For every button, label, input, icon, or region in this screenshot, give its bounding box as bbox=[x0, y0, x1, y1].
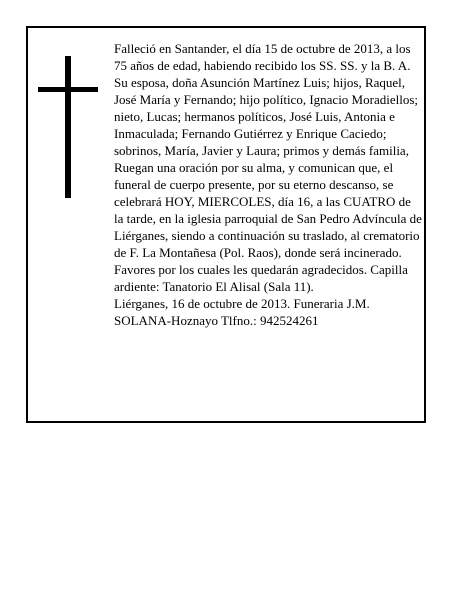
family-list: Su esposa, doña Asunción Martínez Luis; hijos, Raquel, José María y Fernando; hijo político, Ignacio Moradiellos; nieto, Lucas; hermanos políticos, José Luis, Antonia e Inmaculada; Fernando Gutiérrez y Enrique Caciedo; sobrinos, María, Javier y Laura; primos y demás familia, bbox=[114, 75, 418, 158]
notice-footer: Liérganes, 16 de octubre de 2013. Funeraria J.M. SOLANA-Hoznayo Tlfno.: 942524261 bbox=[114, 296, 370, 328]
death-announcement: Falleció en Santander, el día 15 de octubre de 2013, a los 75 años de edad, habiendo recibido los SS. SS. y la B. A. bbox=[114, 41, 411, 73]
notice-body bbox=[114, 40, 422, 329]
obituary-notice bbox=[26, 26, 426, 423]
cross-horizontal-bar bbox=[38, 87, 98, 92]
cross-vertical-bar bbox=[65, 56, 71, 198]
cross-icon bbox=[38, 56, 98, 198]
funeral-details: Ruegan una oración por su alma, y comunican que, el funeral de cuerpo presente, por su eterno descanso, se celebrará HOY, MIERCOLES, día 16, a las CUATRO de la tarde, en la iglesia parroquial de San Pedro Advíncula de Liérganes, siendo a continuación su traslado, al crematorio de F. La Montañesa (Pol. Raos), donde será incinerado. Favores por los cuales les quedarán agradecidos. Capilla ardiente: Tanatorio El Alisal (Sala 11). bbox=[114, 160, 422, 294]
